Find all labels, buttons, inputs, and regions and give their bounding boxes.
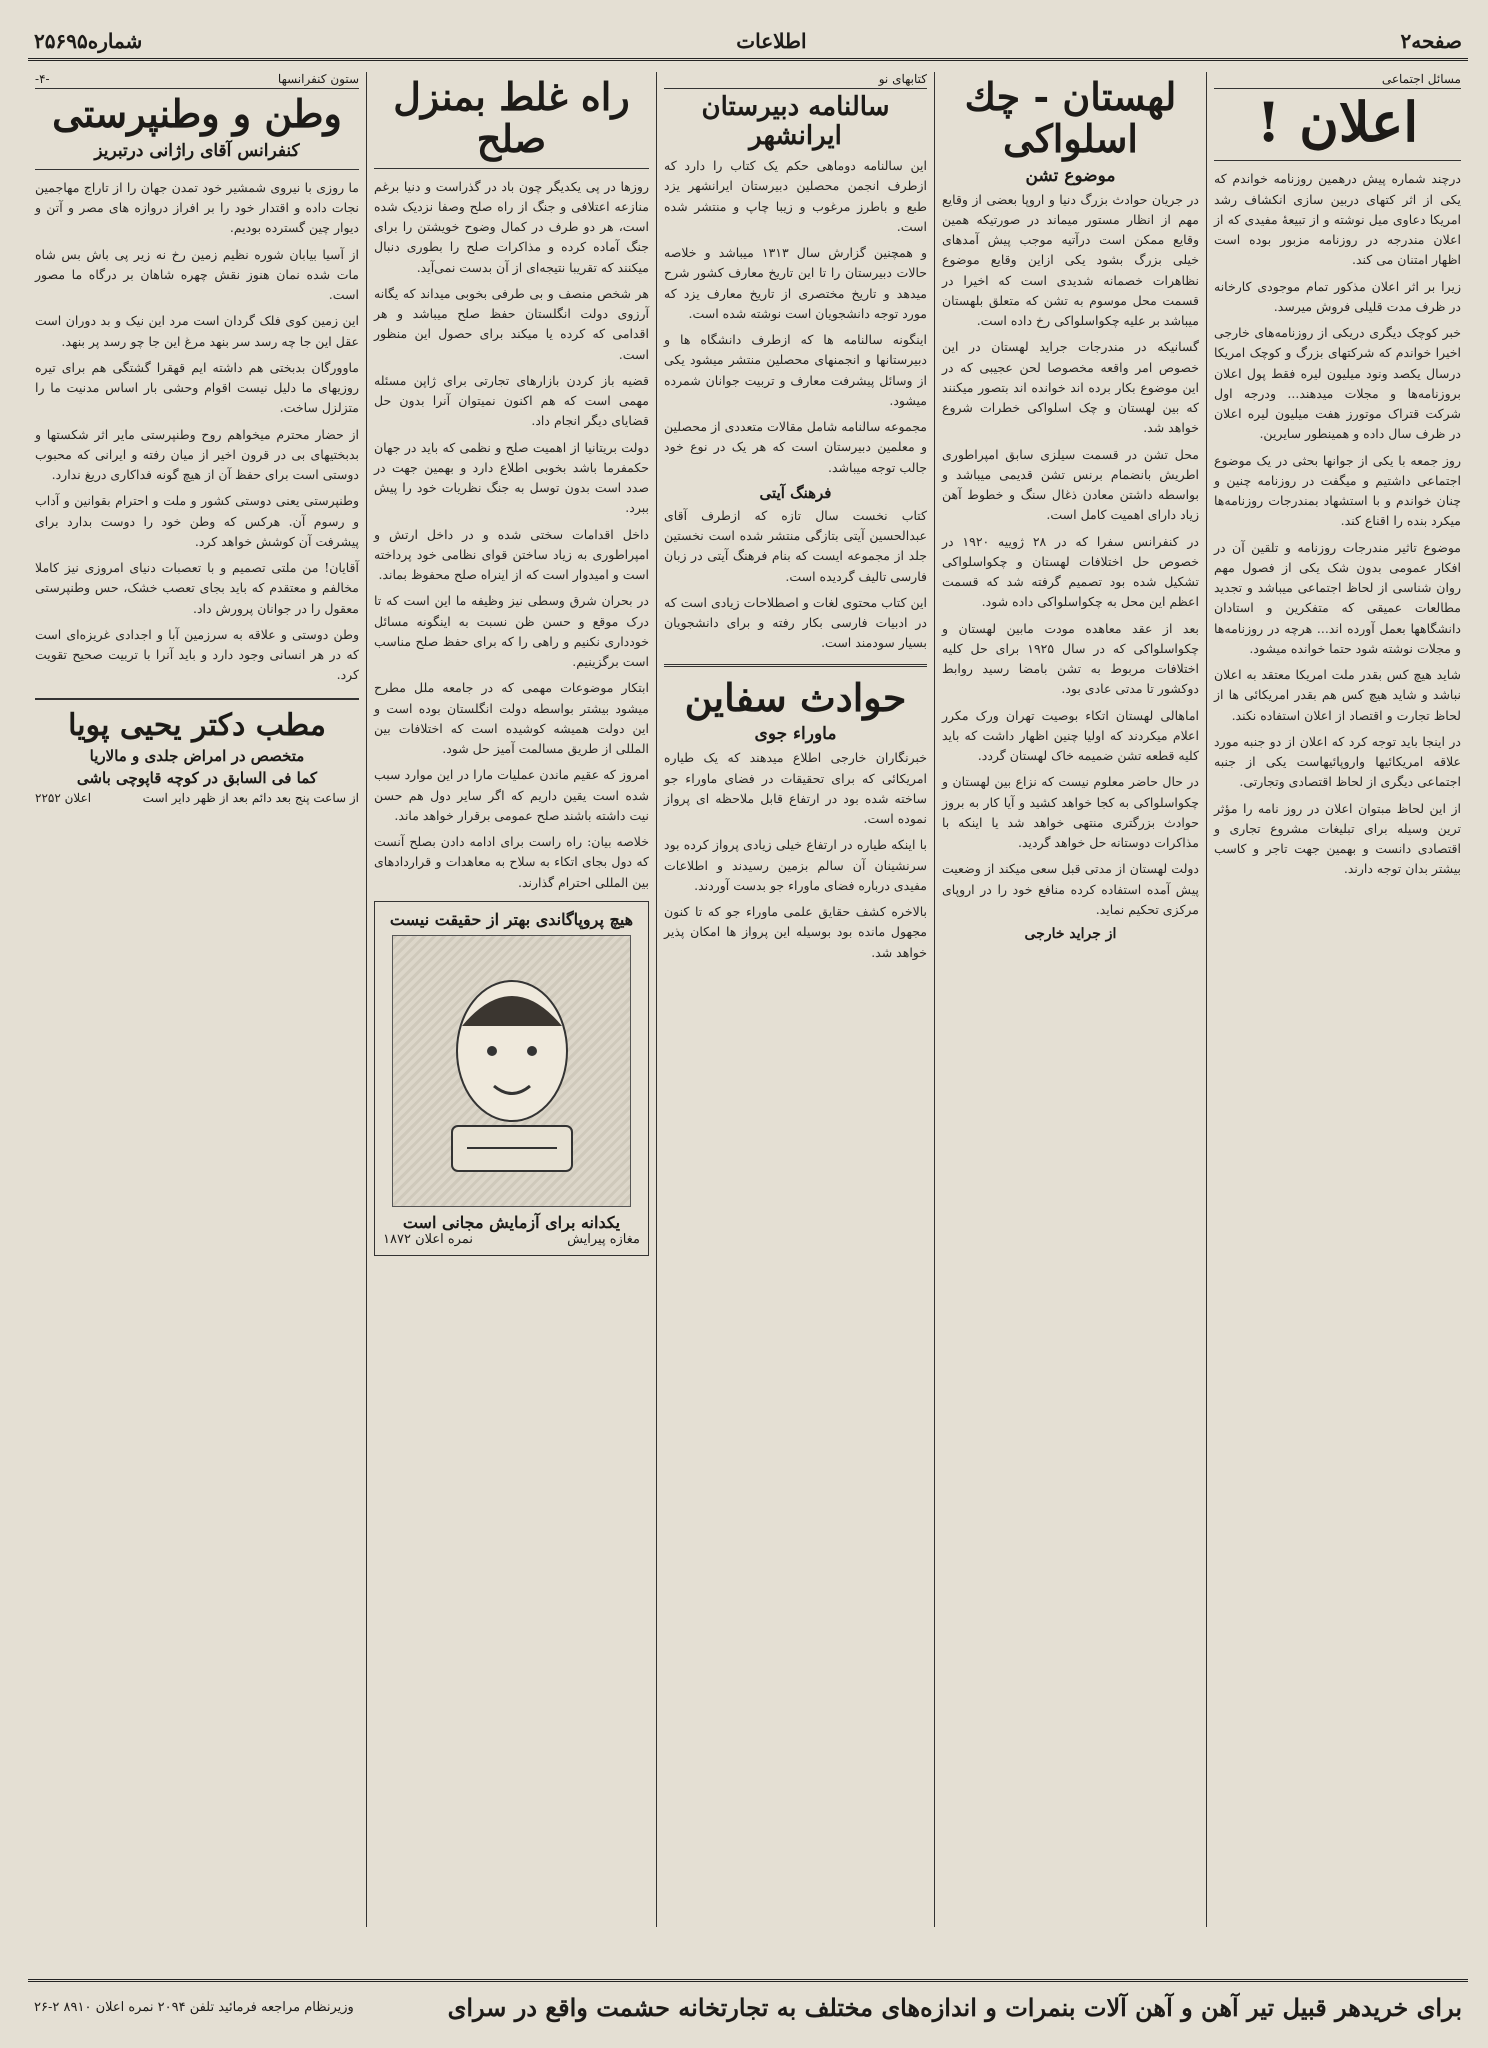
paragraph: وطنپرستی یعنی دوستی کشور و ملت و احترام بقوانین و آداب و رسوم آن. هرکس که وطن خود را دوست بدارد برای پیشرفت آن کوشش خواهد کرد. (35, 493, 359, 549)
footer-ad-note: وزیرنظام مراجعه فرمائید تلفن ۲۰۹۴ نمره اعلان ۸۹۱۰ ۲-۲۶ (34, 1999, 354, 2015)
issue-label: شماره۲۵۶۹۵ (34, 29, 143, 53)
ad-illustration (392, 935, 630, 1207)
advertisement (374, 901, 649, 1256)
paragraph: این کتاب محتوی لغات و اصطلاحات زیادی است که در ادبیات فارسی بکار رفته و برای دانشجویان بسیار سودمند است. (664, 594, 927, 651)
paragraph: اماهالی لهستان اتکاء بوصیت تهران ورک مکرر اعلام میکردند که اولیا چنین اظهار داشت که باید کلیه قطعه تشن ضمیمه خاک لهستان گردد. (942, 707, 1199, 764)
section-subhead: فرهنگ آیتی (759, 483, 832, 502)
paragraph: در جریان حوادث بزرگ دنیا و اروپا بعضی از وقایع مهم از انظار مستور میماند در صورتیکه همین وقایع ممکن است درآتیه موجب پیش آمدهای خیلی بزرگ بشود یکی ازاین وقایع موضوع نظاهرات خصمانه شدیدی است که اخیرا در قسمت محل موسوم به تشن که متعلق بلهستان میباشد بر علیه چکواسلواکی رخ داده است. (942, 191, 1199, 329)
article-subhead: موضوع تشن (1025, 165, 1116, 186)
paragraph: آقایان! من ملتی تصمیم و با تعصبات دنیای امروزی نیز کاملا مخالفم و معتقدم که باید بجای تعصب خشک، حس وطنپرستی معقول را در جوانان پرورش داد. (35, 560, 359, 616)
paragraph: موضوع تاثیر مندرجات روزنامه و تلقین آن در افکار عمومی بدون شک یکی از فصول مهم روان شناسی از لحاظ اجتماعی میباشد و تجدید مطالعات عمیقی که متفکرین و استادان دانشگاهها بعمل آورده اند... هرچه در روزنامه‌ها و مجلات نوشته شود حتما خوانده میشود. (1214, 539, 1461, 656)
section-label-row (35, 72, 359, 89)
paragraph: بالاخره کشف حقایق علمی ماوراء جو که تا کنون مجهول مانده بود بوسیله این پرواز ها امکان پذیر خواهد شد. (664, 904, 927, 960)
page-number: -۴- (35, 72, 50, 86)
doctor-footer (35, 791, 359, 805)
newspaper-page (28, 24, 1468, 2032)
column-patriotism (28, 72, 366, 1927)
divider (1214, 160, 1461, 161)
doctor-advertisement (35, 698, 359, 805)
paragraph: در اینجا باید توجه کرد که اعلان از دو جنبه مورد علاقه امریکائیها واروپائیهاست یکی از جنبه اجتماعی دیگری از لحاظ اقتصادی وتجارتی. (1214, 733, 1461, 790)
section-label: مسائل اجتماعی (1214, 72, 1461, 89)
paragraph: زیرا بر اثر اعلان مذکور تمام موجودی کارخانه در ظرف مدت قلیلی فروش میرسد. (1214, 278, 1461, 314)
ad-title: هیچ پروپاگاندی بهتر از حقیقت نیست (389, 909, 634, 929)
paragraph: این زمین کوی فلک گردان است مرد این نیک و بد دوران است عقل این جا چه رسد سر بنهد مرغ این جا چو رسد پر بنهد. (35, 313, 359, 349)
ad-shop: مغازه پیرایش (567, 1231, 640, 1247)
column-books (656, 72, 934, 1927)
section-label: کتابهای نو (664, 72, 927, 89)
article-signature: از جراید خارجی (1024, 926, 1117, 943)
column-peace (366, 72, 656, 1927)
article-subhead: ماوراء جوی (754, 724, 837, 745)
divider (664, 664, 927, 667)
paragraph: ابتکار موضوعات مهمی که در جامعه ملل مطرح میشود بیشتر بواسطه دولت انگلستان بوده است و این دولت همیشه کوشیده است که اختلافات بین المللی از طریق مسالمت آمیز حل شود. (374, 680, 649, 757)
paragraph: ماوورگان بدبختی هم داشته ایم قهقرا گشتگی هم برای تیره روزیهای ما دلیل نیست اقوام وحشی بار اساس مدنیت ما را متزلزل ساخت. (35, 359, 359, 416)
paragraph: با اینکه طیاره در ارتفاع خیلی زیادی پرواز کرده بود سرنشینان آن سالم بزمین رسیدند و اطلاعات مفیدی درباره فضای ماوراء جو بدست آوردند. (664, 837, 927, 893)
paragraph: در بحران شرق وسطی نیز وظیفه ما این است که تا درک موقع و حسن ظن نسبت به اینگونه مسائل خودداری نکنیم و راهی را که برای حفظ صلح مناسب است برگزینیم. (374, 593, 649, 670)
doctor-name: مطب دکتر یحیی پویا (68, 707, 326, 743)
paragraph: دولت لهستان از مدتی قبل سعی میکند از وضعیت پیش آمده استفاده کرده منافع خود را در اروپای مرکزی تحکیم نماید. (942, 861, 1199, 917)
paragraph: ما روزی با نیروی شمشیر خود تمدن جهان را از تاراج مهاجمین نجات داده و اقتدار خود را بر افراز دروازه های مصر و آتن و دیوار چین گسترده بودیم. (35, 179, 359, 236)
article-headline: وطن و وطنپرستی (52, 91, 342, 136)
paragraph: هر شخص منصف و بی طرفی بخوبی میداند که یگانه آرزوی دولت انگلستان حفظ صلح میباشد و هر اقدامی که کرده یا میکند برای حصول این منظور است. (374, 285, 649, 362)
paragraph: روز جمعه با یکی از جوانها بحثی در یک موضوع اجتماعی داشتیم و میگفت در روزنامه چنین و چنان خواندم و با استشهاد بمندرجات روزنامه‌ها میکرد بنده را اقناع کند. (1214, 452, 1461, 529)
paragraph: داخل اقدامات سختی شده و در داخل ارتش و امپراطوری به زیاد ساختن قوای نظامی خود پرداخته است و امیدوار است که از اینراه صلح محفوظ بماند. (374, 526, 649, 583)
paragraph: و همچنین گزارش سال ۱۳۱۳ میباشد و خلاصه حالات دبیرستان را تا این تاریخ معارف کشور شرح میدهد و تاریخ مختصری از تاریخ معارف یزد که مورد توجه دانشجویان است نوشته شده است. (664, 245, 927, 321)
divider (35, 169, 359, 170)
footer-advertisement (28, 1979, 1468, 2032)
paragraph: در کنفرانس سفرا که در ۲۸ ژوییه ۱۹۲۰ در خصوص حل اختلافات لهستان و چکواسلواکی تشکیل شده بود تصمیم گرفته شد که قسمت اعظم این محل به چکواسلواکی داده شود. (942, 533, 1199, 610)
paragraph: از آسیا بیابان شوره نظیم زمین رخ نه زیر پی باش بس شاه مات شده نمان هنوز نقش چهره شاهان بر درگاه ما مصور است. (35, 246, 359, 303)
paragraph: روزها در پی یکدیگر چون باد در گذراست و دنیا برغم منازعه اعتلافی و جنگ از راه صلح وصفا نزدیک شده است، هر دو طرف در کمال وضوح خویشتن را برای جنگ آماده کرده و مذاکرات صلح را بطوری دنبال میکنند که تقریبا نتیجه‌ای از آن بدست نمی‌آید. (374, 178, 649, 275)
article-headline: اعلان ! (1256, 90, 1419, 154)
paragraph: وطن دوستی و علاقه به سرزمین آبا و اجدادی غریزه‌ای است که در هر انسانی وجود دارد و باید آنرا با تربیت صحیح تقویت کرد. (35, 626, 359, 683)
paragraph: گسانیکه در مندرجات جراید لهستان در این خصوص امر واقعه مخصوصا لحن عجیبی که در این موضوع بکار برده اند خوانده اند بتصور میکنند که بین لهستان و چک اسلواکی خطرات شروع خواهد شد. (942, 339, 1199, 436)
paper-name: اطلاعات (736, 29, 807, 53)
paragraph: خبرنگاران خارجی اطلاع میدهند که یک طیاره امریکائی که برای تحقیقات در فضای ماوراء جو ساخته شده بود در ارتفاع قابل ملاحظه ای پرواز نموده است. (664, 750, 927, 827)
article-headline: راه غلط بمنزل صلح (393, 74, 630, 161)
paragraph: کتاب نخست سال تازه که ازطرف آقای عبدالحسین آیتی بتازگی منتشر شده است نخستین جلد از مجموعه ایست که بنام فرهنگ آیتی در زبان فارسی تالیف گردیده است. (664, 507, 927, 584)
paragraph: دولت بریتانیا از اهمیت صلح و نظمی که باید در جهان حکمفرما باشد بخوبی اطلاع دارد و بهمین جهت در صدد است بدون توسل به جنگ نظریات خود را پیش ببرد. (374, 439, 649, 516)
column-poland-czech (934, 72, 1206, 1927)
face-illustration-icon (422, 956, 602, 1186)
paragraph: خبر کوچک دیگری دریکی از روزنامه‌های خارجی اخیرا خواندم که شرکتهای بزرگ و کوچک امریکا درسال یکصد ونود میلیون لیره فقط پول اعلان بروزنامه‌ها و مجلات میدهند... ودرجه اول شرکت قتراک موتورز هفت میلیون لیره اعلان در ظرف سال داده و همینطور سایرین. (1214, 325, 1461, 442)
doctor-address: کما فی السابق در کوچه قاپوچی باشی (76, 768, 318, 787)
divider (374, 168, 649, 169)
footer-ad-text: برای خریدهر قبیل تیر آهن و آهن آلات بنمرات و اندازه‌های مختلف به تجارتخانه حشمت واقع در سرای (447, 1992, 1462, 2022)
page-label: صفحه۲ (1400, 29, 1462, 53)
article-subhead: کنفرانس آقای راژانی درتبریز (94, 140, 300, 161)
column-announcement (1206, 72, 1468, 1927)
paragraph: خلاصه بیان: راه راست برای ادامه دادن بصلح آنست که دول بجای اتکاء به سلاح به معاهدات و قراردادهای بین المللی احترام گذارند. (374, 834, 649, 890)
doctor-specialty: متخصص در امراض جلدی و مالاریا (89, 746, 305, 765)
paragraph: شاید هیچ کس بقدر ملت امریکا معتقد به اعلان نباشد و شاید هیچ کس هم بقدر امریکائی ها از لحاظ تجارت و اقتصاد از اعلان استفاده نکند. (1214, 667, 1461, 723)
paragraph: این سالنامه دوماهی حکم یک کتاب را دارد که ازطرف انجمن محصلین دبیرستان ایرانشهر یزد طبع و باطرز مرغوب و زیبا چاپ و منتشر شده است. (664, 158, 927, 234)
ad-footer (383, 1232, 640, 1247)
ad-caption: یکدانه برای آزمایش مجانی است (402, 1212, 621, 1232)
article-headline: حوادث سفاین (684, 674, 907, 720)
ad-ref: نمره اعلان ۱۸۷۲ (383, 1231, 473, 1247)
paragraph: مجموعه سالنامه شامل مقالات متعددی از محصلین و معلمین دبیرستان است که هر یک در نوع خود جالب توجه میباشد. (664, 419, 927, 475)
article-headline: سالنامه دبیرستان ایرانشهر (701, 92, 890, 151)
columns (28, 72, 1468, 1927)
paragraph: امروز که عقیم ماندن عملیات مارا در این موارد سبب شده است یقین داریم که اگر سایر دول هم حسن نیت داشته باشند صلح عمومی برقرار خواهد ماند. (374, 767, 649, 823)
article-headline: لهستان - چك اسلواكی (964, 74, 1177, 161)
paragraph: قضیه باز کردن بازارهای تجارتی برای ژاپن مسئله مهمی است که هم اکنون نمیتوان آنرا بدون حل قضایای دیگر انجام داد. (374, 372, 649, 429)
masthead (28, 24, 1468, 61)
paragraph: اینگونه سالنامه ها که ازطرف دانشگاه ها و دبیرستانها و انجمنهای محصلین منتشر میشود یکی از وسائل پیشرفت معارف و تربیت جوانان شمرده میشود. (664, 332, 927, 408)
doctor-ref: اعلان ۲۲۵۲ (35, 790, 92, 805)
paragraph: از حضار محترم میخواهم روح وطنپرستی مایر اثر شکستها و بدبختیهای بی در قرون اخیر از میان رفته و ایرانی که محبوب دوستی است برای حفظ آن از هیچ گونه فداکاری دریغ ندارد. (35, 426, 359, 483)
doctor-hours: از ساعت پنج بعد دائم بعد از ظهر دایر است (142, 790, 359, 805)
paragraph: در حال حاضر معلوم نیست که نزاع بین لهستان و چکواسلواکی به کجا خواهد کشید و آیا کار به بروز حوادث بزرگتری منتهی خواهد شد یا اینکه با مذاکرات دوستانه حل خواهد گردید. (942, 774, 1199, 851)
section-label: ستون کنفرانسها (277, 72, 359, 86)
paragraph: از این لحاظ مبتوان اعلان در روز نامه را مؤثر ترین وسیله برای تبلیغات مشروع تجاری و اقتصادی دانست و بهمین جهت تاجر و کاسب بیشتر بدان توجه دارند. (1214, 800, 1461, 877)
paragraph: بعد از عقد معاهده مودت مابین لهستان و چکواسلواکی که در سال ۱۹۲۵ برای حل کلیه اختلافات مربوط به تشن بامضا رسید روابط دوکشور تا مدتی عادی بود. (942, 620, 1199, 697)
paragraph: درچند شماره پیش درهمین روزنامه خواندم که یکی از اثر کتهای دربین سازی انکشاف رشد امریکا دعاوی میل نوشته و از تبیعهٔ مفیدی که از اعلان مندرجه در روزنامه مزبور بوده است اظهار امتنان می کند. (1214, 171, 1461, 268)
paragraph: محل تشن در قسمت سیلزی سابق امپراطوری اطریش بانضمام برنس تشن قدیمی میباشد و بواسطه داشتن معادن ذغال سنگ و خطوط آهن زیاد دارای اهمیت کامل است. (942, 446, 1199, 523)
